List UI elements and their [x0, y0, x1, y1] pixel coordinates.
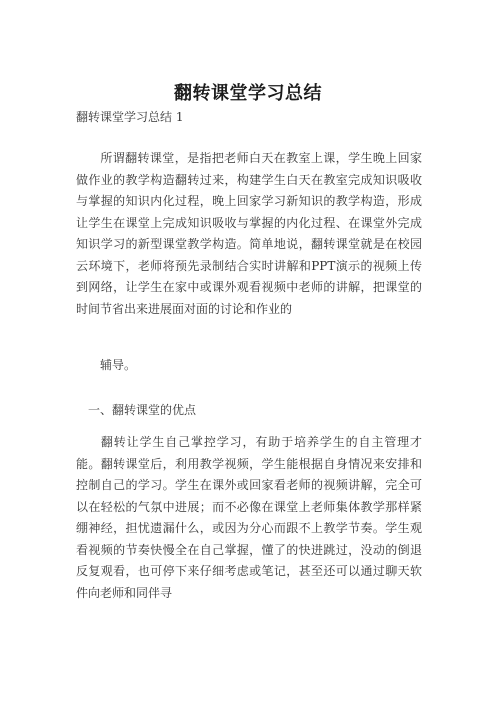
paragraph-advantages: [76, 432, 422, 702]
document-subtitle: 翻转课堂学习总结 1: [76, 110, 184, 124]
page-title: 翻转课堂学习总结: [174, 83, 322, 104]
paragraph-intro: [76, 148, 422, 364]
section-heading-advantages: 一、翻转课堂的优点: [88, 403, 197, 417]
paragraph-advantages-text: 翻转让学生自己掌控学习，有助于培养学生的自主管理才能。翻转课堂后，利用教学视频，学生能根据自身情况来安排和控制自己的学习。学生在课外或回家看老师的视频讲解，完全可以在轻松的气氛中进展；而不必像在课堂上老师集体教学那样紧绷神经，担忧遗漏什么，或因为分心而跟不上教学节奏。学生观看视频的节奏快慢全在自己掌握，懂了的快进跳过，没动的倒退反复观看，也可停下来仔细考虑或笔记，甚至还可以通过聊天软件向老师和同伴寻: [76, 435, 422, 600]
paragraph-intro-text: 所谓翻转课堂，是指把老师白天在教室上课，学生晚上回家做作业的教学构造翻转过来，构建学生白天在教室完成知识吸收与掌握的知识内化过程，晚上回家学习新知识的教学构造，形成让学生在课堂上完成知识吸收与掌握的内化过程、在课堂外完成知识学习的新型课堂教学构造。简单地说，翻转课堂就是在校园云环境下，老师将预先录制结合实时讲解和PPT演示的视频上传到网络，让学生在家中或课外观看视频中老师的讲解，把课堂的时间节省出来进展面对面的讨论和作业的: [76, 151, 422, 316]
paragraph-intro-tail: 辅导。: [100, 358, 137, 372]
